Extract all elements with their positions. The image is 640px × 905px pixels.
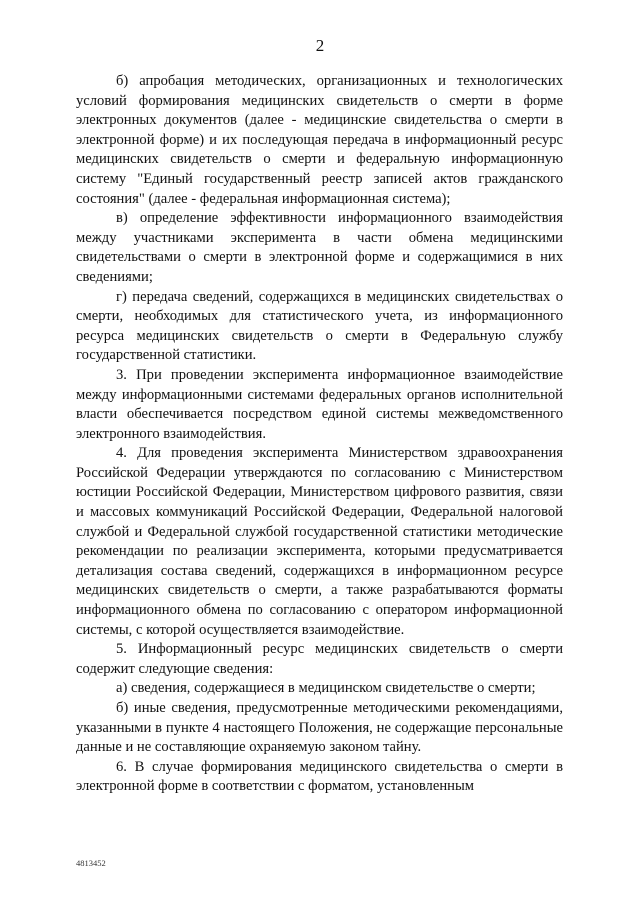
paragraph-b-approbation: б) апробация методических, организационных и технологических условий формирования медицинских свидетельств о смерти в форме электронных документов (далее - медицинские свидетельства о смерти в электронной форме) и их последующая передача в информационный ресурс медицинских свидетельств о смерти и федеральную информационную систему "Единый государственный реестр записей актов гражданского состояния" (далее - федеральная информационная система); [76,73,563,207]
paragraph-4-recommendations: 4. Для проведения эксперимента Министерством здравоохранения Российской Федерации утверждаются по согласованию с Министерством юстиции Российской Федерации, Министерством цифрового развития, связи и массовых коммуникаций Российской Федерации, Федеральной налоговой службой и Федеральной службой государственной статистики методические рекомендации по реализации эксперимента, которыми предусматривается детализация состава сведений, содержащихся в информационном ресурсе медицинских свидетельств о смерти, а также разрабатываются форматы информационного обмена по согласованию с оператором информационной системы, с которой осуществляется взаимодействие. [76,445,563,638]
paragraph-5-resource: 5. Информационный ресурс медицинских свидетельств о смерти содержит следующие сведения: [76,641,563,677]
document-body [76,72,563,797]
paragraph-6-formation: 6. В случае формирования медицинского свидетельства о смерти в электронной форме в соответствии с форматом, установленным [76,758,563,795]
document-code: 4813452 [76,858,106,868]
paragraph-5b-other-info: б) иные сведения, предусмотренные методическими рекомендациями, указанными в пункте 4 настоящего Положения, не содержащие персональные данные и не составляющие охраняемую законом тайну. [76,700,563,756]
paragraph-v-efficiency: в) определение эффективности информационного взаимодействия между участниками эксперимента в части обмена медицинскими свидетельствами о смерти в электронной форме и содержащимися в них сведениями; [76,210,563,285]
paragraph-5a-info: а) сведения, содержащиеся в медицинском свидетельстве о смерти; [116,680,536,697]
paragraph-g-transfer: г) передача сведений, содержащихся в медицинских свидетельствах о смерти, необходимых для статистического учета, из информационного ресурса медицинских свидетельств о смерти в Федеральную службу государственной статистики. [76,288,563,364]
page-number: 2 [315,36,325,55]
paragraph-3-interaction: 3. При проведении эксперимента информационное взаимодействие между информационными системами федеральных органов исполнительной власти обеспечивается посредством единой системы межведомственного электронного взаимодействия. [76,366,563,442]
